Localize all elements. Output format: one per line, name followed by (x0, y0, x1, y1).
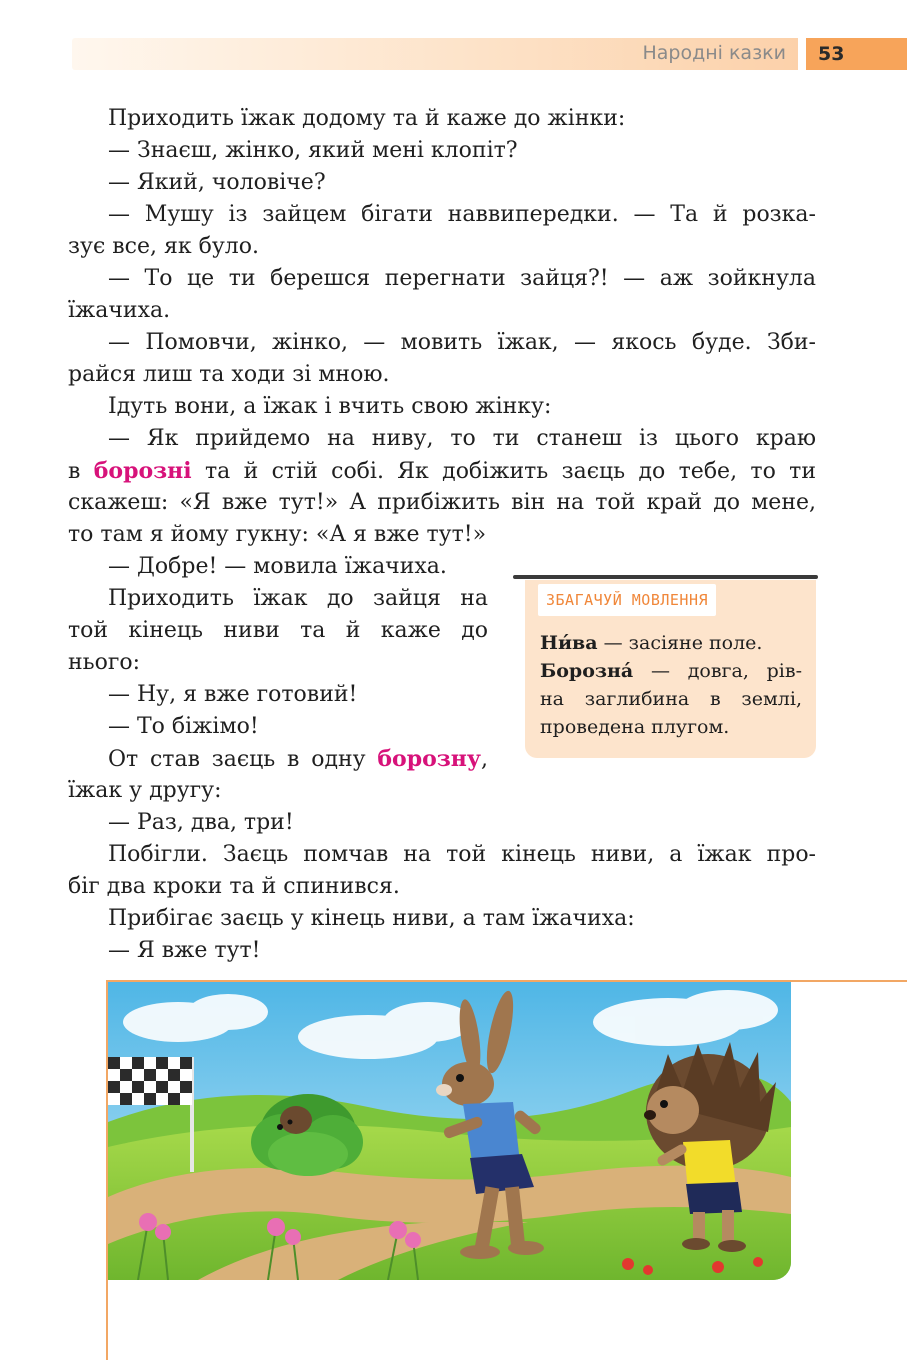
story-line: то там я йому гукну: «А я вже тут!» (68, 522, 487, 547)
story-line: — То біжімо! (108, 714, 259, 739)
vocab-term: Ни́ва (540, 632, 598, 654)
story-line: — Я вже тут! (108, 938, 261, 963)
story-line: Приходить їжак додому та й каже до жінки: (108, 106, 626, 131)
story-line: біг два кроки та й спинився. (68, 874, 400, 899)
story-line: — Раз, два, три! (108, 810, 294, 835)
text-run: та й стій собі. Як добіжить заєць до тебе, то ти (191, 459, 816, 484)
vocab-definition: на заглибина в землі, (540, 688, 802, 710)
story-line: — Помовчи, жінко, — мовить їжак, — якось буде. Зби- (108, 330, 816, 355)
story-line: їжачиха. (68, 298, 171, 323)
story-line: зує все, як було. (68, 234, 259, 259)
story-line: — Мушу із зайцем бігати наввипередки. — Та й розка- (108, 202, 816, 227)
story-line: Прибігає заєць у кінець ниви, а там їжачиха: (108, 906, 635, 931)
vocab-entry (540, 685, 802, 713)
vocab-tag: ЗБАГАЧУЙ МОВЛЕННЯ (538, 584, 716, 616)
vocab-term: Борозна́ (540, 660, 634, 682)
vocab-definition: — довга, рів- (633, 660, 802, 682)
story-line: нього: (68, 650, 141, 675)
header-band (72, 38, 798, 70)
vocab-entry (540, 657, 802, 685)
illustration-svg (108, 982, 791, 1280)
story-line: Ідуть вони, а їжак і вчить свою жінку: (108, 394, 552, 419)
vocab-word-highlight: борозну (377, 746, 481, 772)
story-line (68, 455, 816, 487)
vocab-box (525, 580, 816, 758)
story-line: скажеш: «Я вже тут!» А прибіжить він на той край до мене, (68, 490, 816, 515)
vocab-definition: — засіяне поле. (597, 632, 763, 654)
story-line: — Добре! — мовила їжачиха. (108, 554, 447, 579)
text-run: От став заєць в одну (108, 747, 378, 772)
story-illustration (108, 982, 791, 1280)
vocab-entry (540, 629, 802, 657)
story-line: райся лиш та ходи зі мною. (68, 362, 390, 387)
story-line: — Як прийдемо на ниву, то ти станеш із цього краю (108, 426, 816, 451)
vocab-word-highlight: борозні (93, 458, 192, 484)
story-line: — То це ти берешся перегнати зайця?! — аж зойкнула (108, 266, 816, 291)
story-line: їжак у другу: (68, 778, 222, 803)
story-line (108, 743, 488, 775)
text-run: в (68, 459, 94, 484)
vocab-entry (540, 713, 802, 741)
story-line: — Знаєш, жінко, який мені клопіт? (108, 138, 518, 163)
story-line: той кінець ниви та й каже до (68, 618, 488, 643)
vocab-definition: проведена плугом. (540, 716, 730, 738)
page-number: 53 (806, 38, 907, 70)
story-line: — Ну, я вже готовий! (108, 682, 358, 707)
story-line: Побігли. Заєць помчав на той кінець ниви, а їжак про- (108, 842, 816, 867)
text-run: , (481, 747, 488, 772)
section-title: Народні казки (642, 42, 786, 64)
story-line: — Який, чоловіче? (108, 170, 326, 195)
vocab-box-topline (513, 575, 818, 579)
story-line: Приходить їжак до зайця на (108, 586, 488, 611)
